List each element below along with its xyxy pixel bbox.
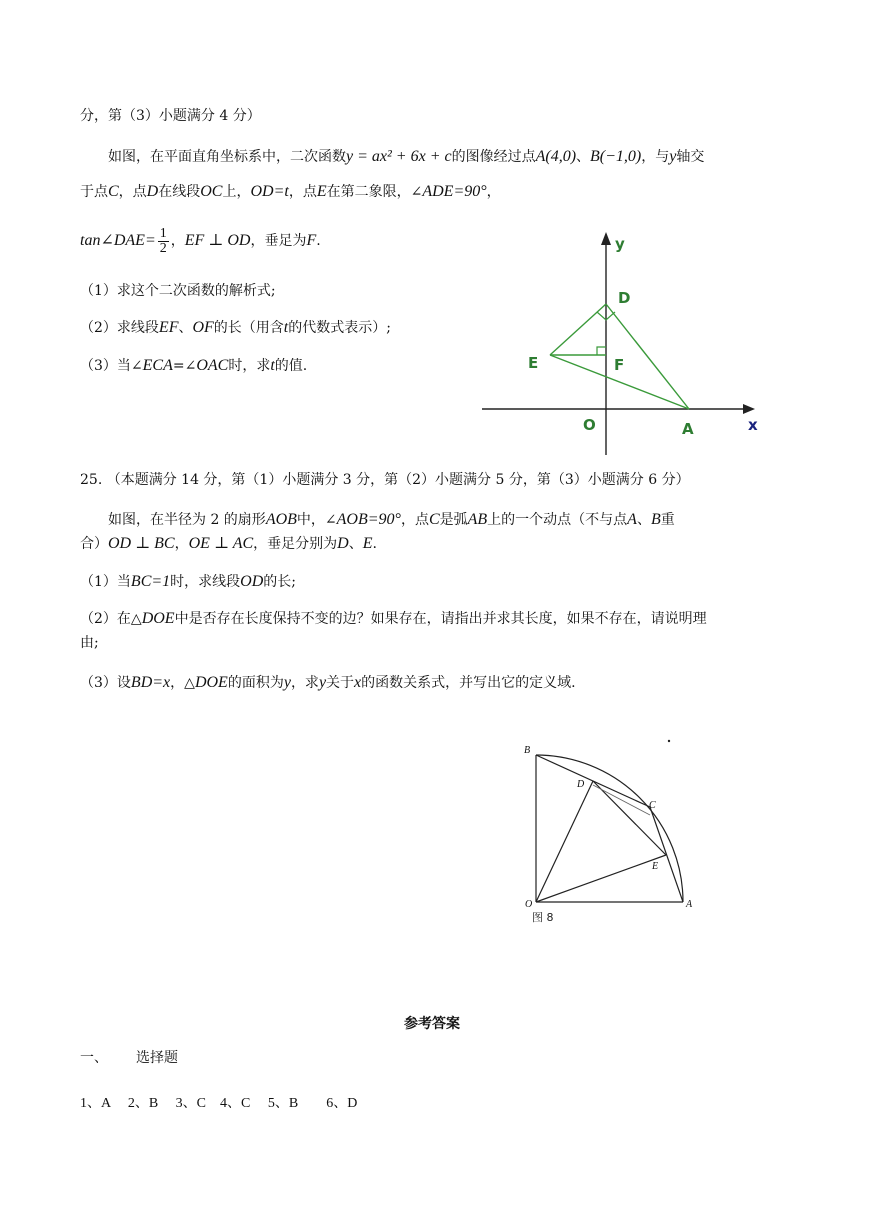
label-F: F <box>614 356 625 374</box>
q24-header-tail: 分，第（3）小题满分 4 分） <box>80 108 261 124</box>
label-x: x <box>748 416 758 434</box>
fraction-one-half: $\frac{1}{2}$ <box>159 225 167 256</box>
label-A: A <box>682 420 694 438</box>
q25-part1: （1）当BC=1时，求线段OD的长; <box>80 573 296 590</box>
q25-intro-line1: 如图，在半径为 2 的扇形AOB中，∠AOB=90°，点C是弧AB上的一个动点（不与点A、B重 <box>108 511 675 528</box>
label-O: O <box>525 899 533 910</box>
label-y: y <box>615 235 625 253</box>
answers-section-header: 一、 选择题 <box>80 1050 178 1066</box>
arc-AB <box>536 755 683 902</box>
label-D: D <box>577 779 585 790</box>
stray-dot <box>668 740 670 742</box>
q25-header: 25. （本题满分 14 分，第（1）小题满分 3 分，第（2）小题满分 5 分，第（3）小题满分 6 分） <box>80 472 690 488</box>
answers-title: 参考答案 <box>404 1016 460 1032</box>
q25-intro-line2: 合）OD ⊥ BC，OE ⊥ AC，垂足分别为D、E. <box>80 535 377 552</box>
label-E: E <box>652 861 659 872</box>
label-A: A <box>686 899 693 910</box>
q25-part3: （3）设BD=x，△DOE的面积为y，求y关于x的函数关系式，并写出它的定义域. <box>80 674 576 691</box>
label-D: D <box>618 289 631 307</box>
q24-part1: （1）求这个二次函数的解析式; <box>80 283 276 299</box>
q24-intro-line3: tan∠DAE= $\frac{1}{2}$ ，EF ⊥ OD，垂足为F. <box>80 225 321 256</box>
segment-DE <box>593 781 666 855</box>
chord-CA <box>650 807 683 902</box>
label-O: O <box>583 416 596 434</box>
q24-part3: （3）当∠ECA=∠OAC时，求t的值. <box>80 357 308 374</box>
label-C: C <box>649 800 656 811</box>
figure-sector-diagram <box>515 735 705 930</box>
x-axis-arrow <box>743 404 755 414</box>
q24-intro-line2: 于点C，点D在线段OC上，OD=t，点E在第二象限，∠ADE=90°， <box>80 183 501 200</box>
answers-choice-list: 1、A 2、B 3、C 4、C 5、B 6、D <box>80 1096 358 1111</box>
q25-part2-line2: 由; <box>80 635 99 651</box>
figure-caption: 图 8 <box>532 911 554 924</box>
right-angle-mark-F <box>597 347 606 355</box>
y-axis-arrow <box>601 232 611 245</box>
segment-OE <box>536 855 666 902</box>
label-B: B <box>524 745 531 756</box>
figure-coordinate-diagram <box>470 225 770 460</box>
q25-part2: （2）在△DOE中是否存在长度保持不变的边？如果存在，请指出并求其长度，如果不存在，请说明理 <box>80 610 707 627</box>
q24-part2: （2）求线段EF、OF的长（用含t的代数式表示）; <box>80 319 391 336</box>
label-E: E <box>528 354 539 372</box>
q24-intro-line1: 如图，在平面直角坐标系中，二次函数y = ax² + 6x + c的图像经过点A(4,0)、B(−1,0)，与y轴交 <box>108 148 705 165</box>
